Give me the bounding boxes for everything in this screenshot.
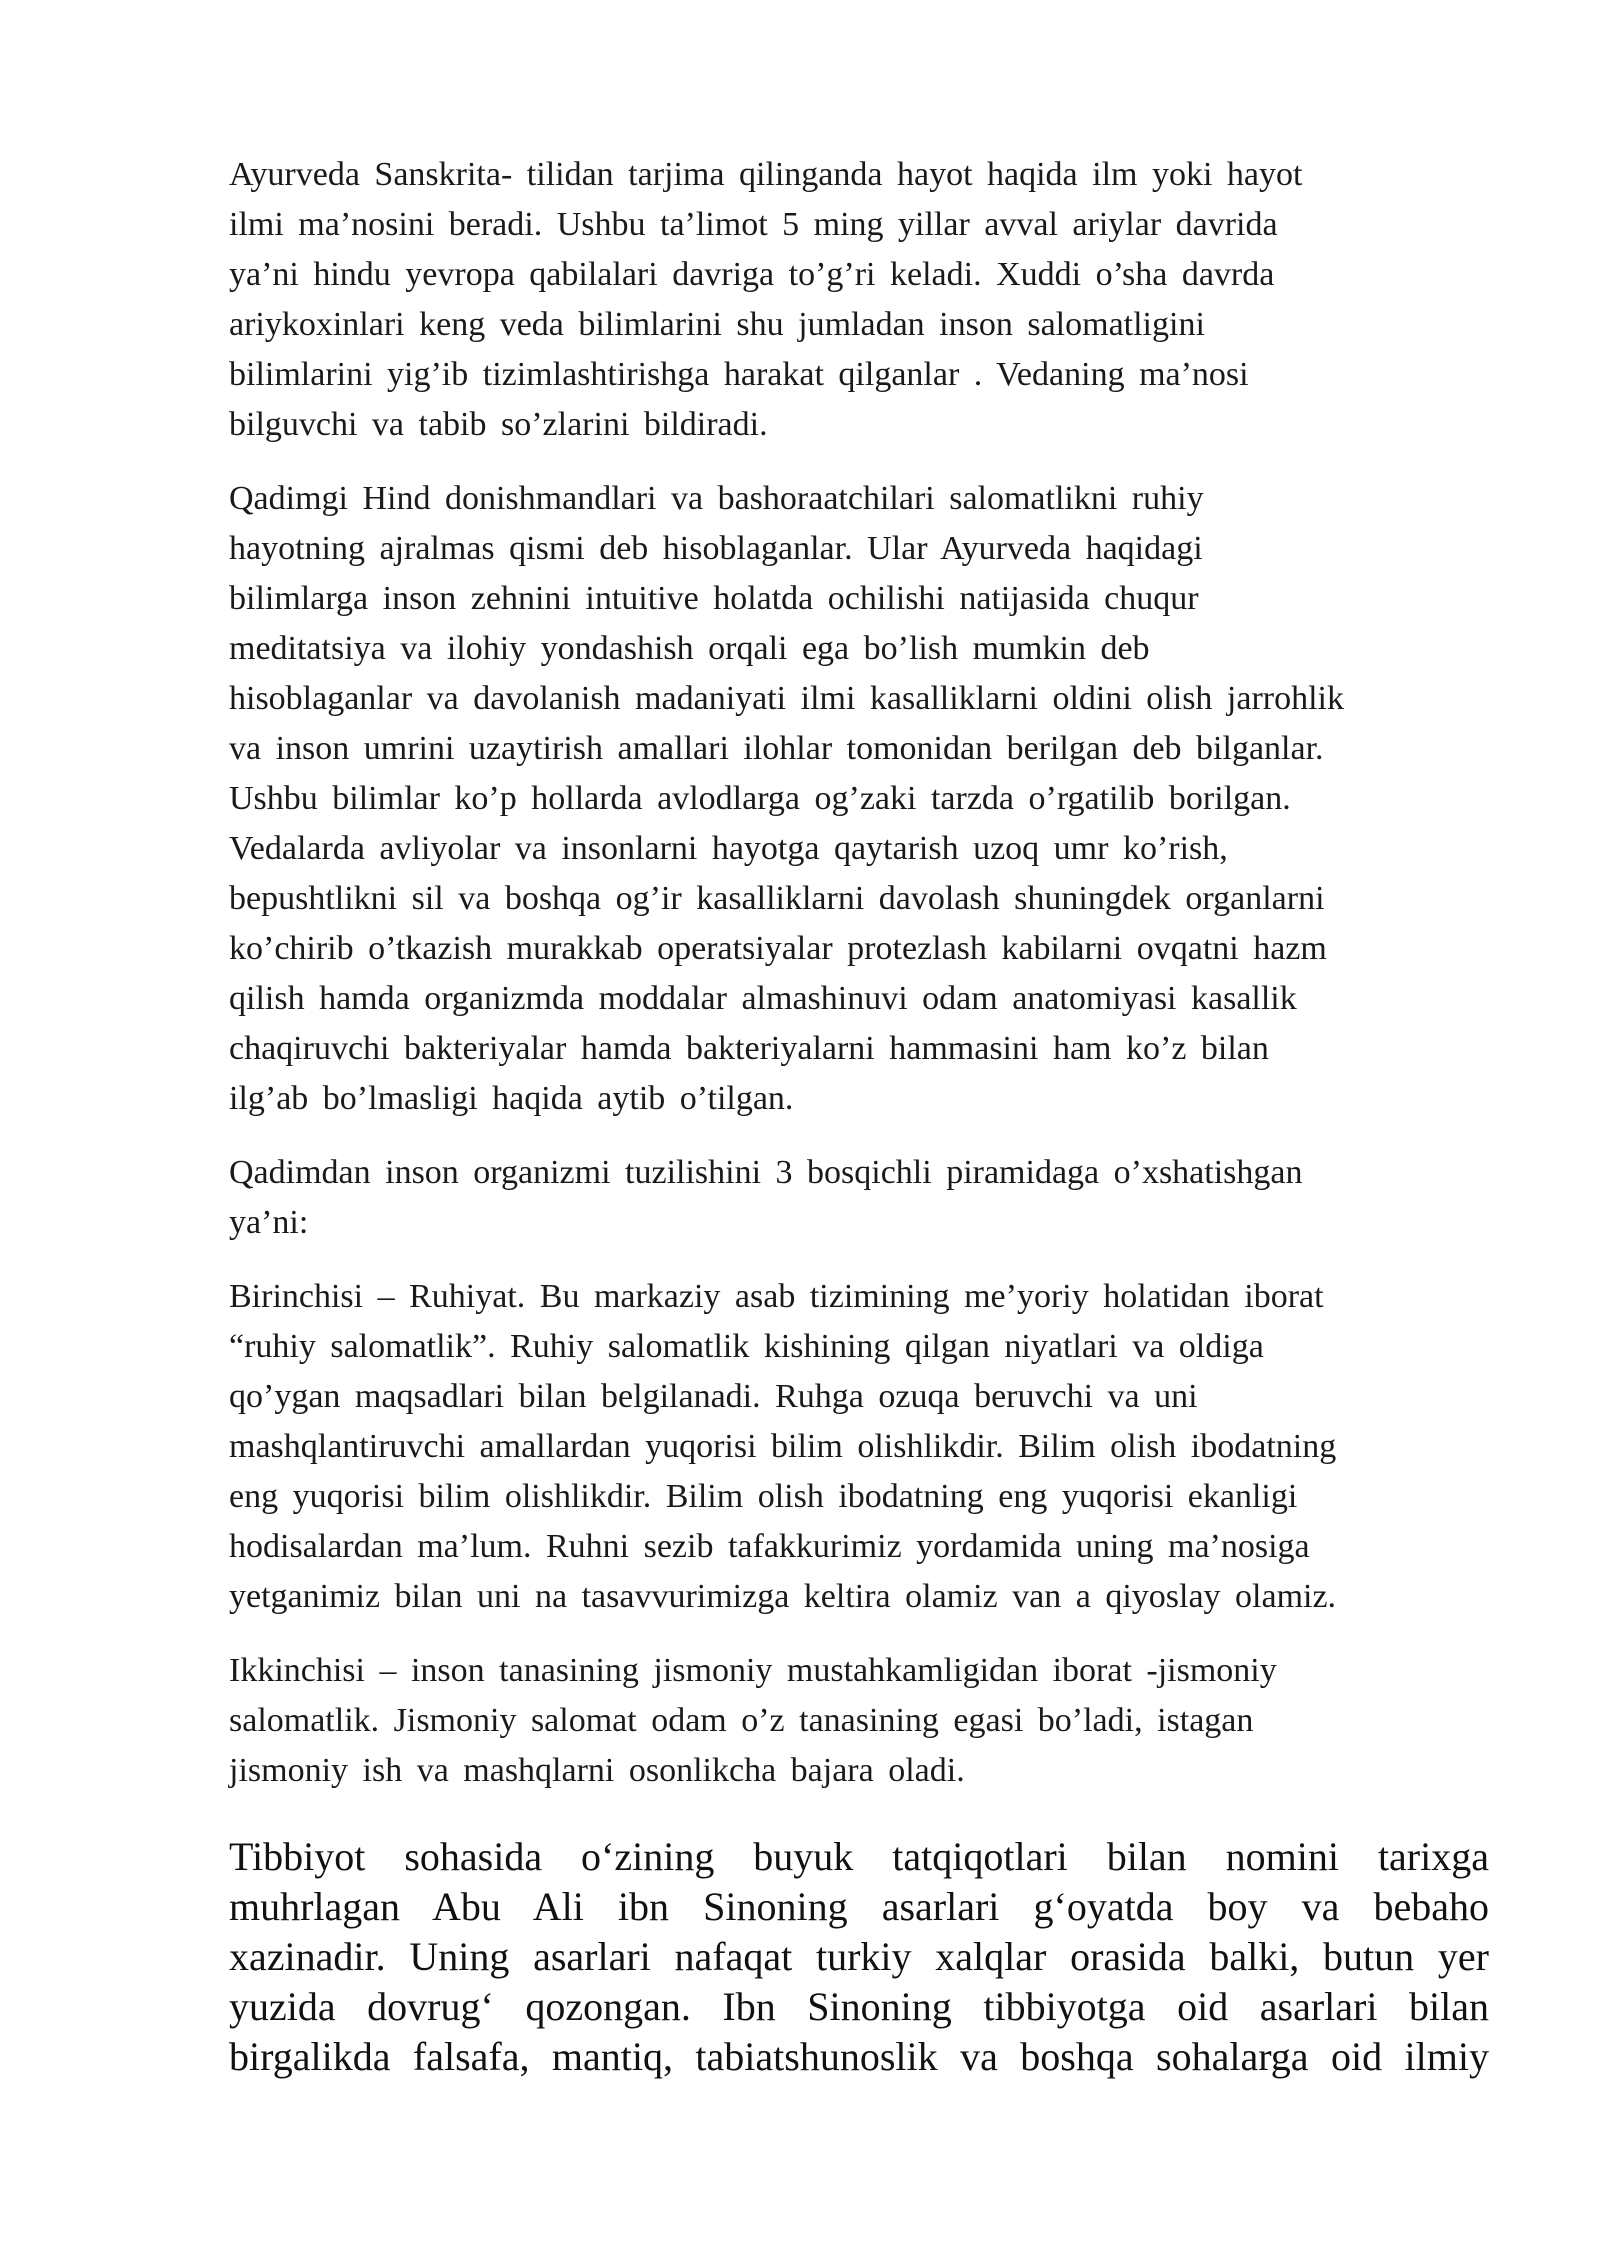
text-line: va inson umrini uzaytirish amallari ilohlar tomonidan berilgan deb bilganlar.	[229, 730, 1324, 767]
text-line: meditatsiya va ilohiy yondashish orqali ega bo’lish mumkin deb	[229, 630, 1150, 667]
text-line: Ikkinchisi – inson tanasining jismoniy mustahkamligidan iborat -jismoniy	[229, 1652, 1277, 1689]
text-line: Qadimdan inson organizmi tuzilishini 3 bosqichli piramidaga o’xshatishgan	[229, 1154, 1303, 1191]
text-line: birgalikda falsafa, mantiq, tabiatshunoslik va boshqa sohalarga oid ilmiy	[229, 2034, 1489, 2079]
text-line: bilguvchi va tabib so’zlarini bildiradi.	[229, 406, 768, 443]
text-line: Birinchisi – Ruhiyat. Bu markaziy asab tizimining me’yoriy holatidan iborat	[229, 1278, 1324, 1315]
text-line: bilimlarga inson zehnini intuitive holatda ochilishi natijasida chuqur	[229, 580, 1199, 617]
paragraph-second-physical	[229, 1646, 1489, 1796]
document-body	[229, 150, 1489, 2122]
text-line: salomatlik. Jismoniy salomat odam o’z tanasining egasi bo’ladi, istagan	[229, 1702, 1254, 1739]
text-line: Ushbu bilimlar ko’p hollarda avlodlarga og’zaki tarzda o’rgatilib borilgan.	[229, 780, 1291, 817]
text-line: ya’ni hindu yevropa qabilalari davriga to’g’ri keladi. Xuddi o’sha davrda	[229, 256, 1275, 293]
text-line: yetganimiz bilan uni na tasavvurimizga keltira olamiz van a qiyoslay olamiz.	[229, 1578, 1337, 1615]
text-line: ilmi ma’nosini beradi. Ushbu ta’limot 5 ming yillar avval ariylar davrida	[229, 206, 1278, 243]
text-line: xazinadir. Uning asarlari nafaqat turkiy xalqlar orasida balki, butun yer	[229, 1934, 1489, 1979]
text-line: mashqlantiruvchi amallardan yuqorisi bilim olishlikdir. Bilim olish ibodatning	[229, 1428, 1337, 1465]
text-line: Qadimgi Hind donishmandlari va bashoraatchilari salomatlikni ruhiy	[229, 480, 1204, 517]
text-line: ilg’ab bo’lmasligi haqida aytib o’tilgan.	[229, 1080, 794, 1117]
text-line: chaqiruvchi bakteriyalar hamda bakteriyalarni hammasini ham ko’z bilan	[229, 1030, 1269, 1067]
text-line: bepushtlikni sil va boshqa og’ir kasalliklarni davolash shuningdek organlarni	[229, 880, 1325, 917]
text-line: yuzida dovrug‘ qozongan. Ibn Sinoning tibbiyotga oid asarlari bilan	[229, 1984, 1489, 2029]
paragraph-ayurveda-intro	[229, 150, 1489, 450]
text-line: eng yuqorisi bilim olishlikdir. Bilim olish ibodatning eng yuqorisi ekanligi	[229, 1478, 1298, 1515]
text-line: muhrlagan Abu Ali ibn Sinoning asarlari g‘oyatda boy va bebaho	[229, 1884, 1489, 1929]
text-line: Tibbiyot sohasida o‘zining buyuk tatqiqotlari bilan nomini tarixga	[229, 1834, 1489, 1879]
text-line: Ayurveda Sanskrita- tilidan tarjima qilinganda hayot haqida ilm yoki hayot	[229, 156, 1303, 193]
text-line: ariykoxinlari keng veda bilimlarini shu jumladan inson salomatligini	[229, 306, 1205, 343]
text-line: “ruhiy salomatlik”. Ruhiy salomatlik kishining qilgan niyatlari va oldiga	[229, 1328, 1264, 1365]
paragraph-ancient-sages	[229, 474, 1489, 1124]
text-line: qilish hamda organizmda moddalar almashinuvi odam anatomiyasi kasallik	[229, 980, 1297, 1017]
text-line: hodisalardan ma’lum. Ruhni sezib tafakkurimiz yordamida uning ma’nosiga	[229, 1528, 1310, 1565]
text-line: jismoniy ish va mashqlarni osonlikcha bajara oladi.	[229, 1752, 965, 1789]
paragraph-pyramid	[229, 1148, 1489, 1248]
text-line: ko’chirib o’tkazish murakkab operatsiyalar protezlash kabilarni ovqatni hazm	[229, 930, 1327, 967]
text-line: hayotning ajralmas qismi deb hisoblaganlar. Ular Ayurveda haqidagi	[229, 530, 1203, 567]
paragraph-first-spirituality	[229, 1272, 1489, 1622]
text-line: ya’ni:	[229, 1204, 309, 1241]
text-line: hisoblaganlar va davolanish madaniyati ilmi kasalliklarni oldini olish jarrohlik	[229, 680, 1344, 717]
paragraph-ibn-sino	[229, 1832, 1489, 2082]
text-line: Vedalarda avliyolar va insonlarni hayotga qaytarish uzoq umr ko’rish,	[229, 830, 1228, 867]
text-line: bilimlarini yig’ib tizimlashtirishga harakat qilganlar . Vedaning ma’nosi	[229, 356, 1249, 393]
text-line: qo’ygan maqsadlari bilan belgilanadi. Ruhga ozuqa beruvchi va uni	[229, 1378, 1198, 1415]
